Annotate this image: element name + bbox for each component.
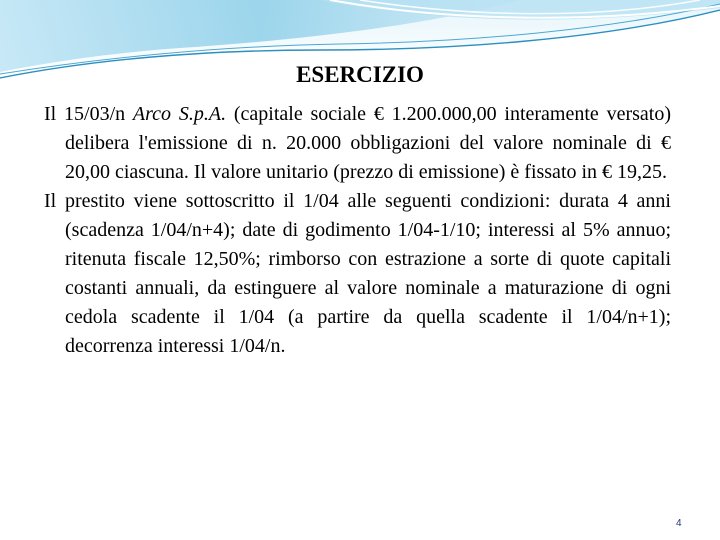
- exercise-paragraph-2: Il prestito viene sottoscritto il 1/04 alle seguenti condizioni: durata 4 anni (scadenza 1/04/n+4); date di godimento 1/04-1/10; interessi al 5% annuo; ritenuta fiscale 12,50%; rimborso con estrazione a sorte di quote capitali costanti annuali, da estinguere al valore nominale a maturazione di ogni cedola scadente il 1/04 (a partire da quella scadente il 1/04/n+1); decorrenza interessi 1/04/n.: [44, 190, 671, 357]
- slide-title: [0, 62, 720, 88]
- exercise-paragraph-1: [44, 100, 671, 187]
- paragraph-1-prefix: Il 15/03/n: [44, 103, 133, 125]
- paragraph-1-suffix: (capitale sociale € 1.200.000,00 interamente versato) delibera l'emissione di n. 20.000 obbligazioni del valore nominale di € 20,00 ciascuna. Il valore unitario (prezzo di emissione) è fissato in € 19,25.: [65, 103, 671, 183]
- page-number: 4: [676, 518, 682, 529]
- slide-title-text: ESERCIZIO: [296, 62, 424, 87]
- company-name: Arco S.p.A.: [132, 103, 227, 125]
- slide-body: [44, 100, 671, 361]
